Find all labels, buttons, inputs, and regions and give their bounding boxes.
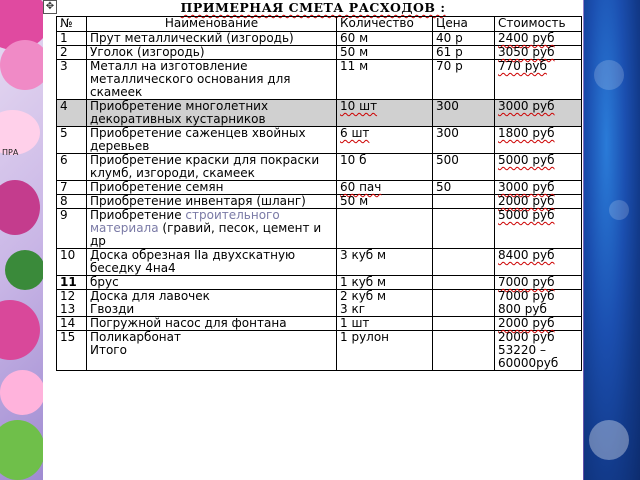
row-name: Поликарбонат Итого [87, 331, 337, 371]
row-number: 10 [57, 249, 87, 276]
row-quantity: 10 б [337, 154, 433, 181]
row-number: 15 [57, 331, 87, 371]
row-number: 14 [57, 317, 87, 331]
row-name: Приобретение многолетних декоративных кустарников [87, 100, 337, 127]
table-row [57, 181, 582, 195]
row-number: 5 [57, 127, 87, 154]
row-name: Приобретение инвентаря (шланг) [87, 195, 337, 209]
row-number: 6 [57, 154, 87, 181]
row-name: Приобретение саженцев хвойных деревьев [87, 127, 337, 154]
row-quantity: 50 м [337, 195, 433, 209]
row-number: 4 [57, 100, 87, 127]
row-price [433, 331, 495, 371]
row-price: 500 [433, 154, 495, 181]
row-quantity: 1 шт [337, 317, 433, 331]
row-number: 11 [57, 276, 87, 290]
row-quantity: 3 куб м [337, 249, 433, 276]
row-name: Доска для лавочек Гвозди [87, 290, 337, 317]
table-row [57, 249, 582, 276]
table-row [57, 127, 582, 154]
row-cost: 7000 руб 800 руб [495, 290, 582, 317]
row-number: 2 [57, 46, 87, 60]
row-cost: 2000 руб [495, 317, 582, 331]
row-cost: 2000 руб [495, 195, 582, 209]
move-handle-icon[interactable]: ✥ [43, 0, 57, 14]
table-row [57, 46, 582, 60]
row-quantity [337, 209, 433, 249]
row-cost: 2000 руб 53220 – 60000руб [495, 331, 582, 371]
row-price [433, 209, 495, 249]
row-name: Доска обрезная IIа двухскатную беседку 4на4 [87, 249, 337, 276]
row-quantity: 6 шт [337, 127, 433, 154]
row-name: Погружной насос для фонтана [87, 317, 337, 331]
row-quantity: 60 пач [337, 181, 433, 195]
row-number: 3 [57, 60, 87, 100]
table-row [57, 60, 582, 100]
row-quantity: 50 м [337, 46, 433, 60]
row-price: 70 р [433, 60, 495, 100]
row-price [433, 276, 495, 290]
table-row [57, 290, 582, 317]
document-sheet [43, 0, 583, 480]
row-price: 300 [433, 127, 495, 154]
row-quantity: 11 м [337, 60, 433, 100]
row-number: 8 [57, 195, 87, 209]
col-header-name: Наименование [87, 17, 337, 32]
document-title: ПРИМЕРНАЯ СМЕТА РАСХОДОВ : [180, 0, 446, 15]
row-cost: 8400 руб [495, 249, 582, 276]
row-name: Металл на изготовление металлического основания для скамеек [87, 60, 337, 100]
row-price: 61 р [433, 46, 495, 60]
table-row-highlighted [57, 100, 582, 127]
row-price [433, 249, 495, 276]
row-quantity: 1 рулон [337, 331, 433, 371]
row-cost: 5000 руб [495, 154, 582, 181]
row-price [433, 317, 495, 331]
row-quantity: 1 куб м [337, 276, 433, 290]
side-label: ПРА [2, 148, 19, 157]
row-number: 7 [57, 181, 87, 195]
table-row [57, 276, 582, 290]
table-row [57, 209, 582, 249]
col-header-quantity: Количество [337, 17, 433, 32]
table-header-row [57, 17, 582, 32]
table-row [57, 317, 582, 331]
table-row [57, 32, 582, 46]
row-cost: 3000 руб [495, 181, 582, 195]
row-cost: 5000 руб [495, 209, 582, 249]
row-price [433, 290, 495, 317]
table-row [57, 331, 582, 371]
decorative-background-right [584, 0, 640, 480]
col-header-price: Цена [433, 17, 495, 32]
col-header-cost: Стоимость [495, 17, 582, 32]
row-name: Приобретение краски для покраски клумб, изгороди, скамеек [87, 154, 337, 181]
row-cost: 7000 руб [495, 276, 582, 290]
table-row [57, 154, 582, 181]
row-quantity: 10 шт [337, 100, 433, 127]
row-name: Приобретение строительного материала (гравий, песок, цемент и др [87, 209, 337, 249]
estimate-table[interactable] [56, 16, 582, 371]
row-price: 50 [433, 181, 495, 195]
row-name: Приобретение семян [87, 181, 337, 195]
row-price: 300 [433, 100, 495, 127]
row-name: Уголок (изгородь) [87, 46, 337, 60]
row-cost: 3050 руб [495, 46, 582, 60]
row-name: брус [87, 276, 337, 290]
row-cost: 1800 руб [495, 127, 582, 154]
table-row [57, 195, 582, 209]
row-number: 1 [57, 32, 87, 46]
row-cost: 770 руб [495, 60, 582, 100]
row-name: Прут металлический (изгородь) [87, 32, 337, 46]
row-price: 40 р [433, 32, 495, 46]
row-quantity: 2 куб м 3 кг [337, 290, 433, 317]
row-number: 9 [57, 209, 87, 249]
col-header-number: № [57, 17, 87, 32]
row-quantity: 60 м [337, 32, 433, 46]
row-cost: 3000 руб [495, 100, 582, 127]
row-number: 12 13 [57, 290, 87, 317]
row-price [433, 195, 495, 209]
row-cost: 2400 руб [495, 32, 582, 46]
